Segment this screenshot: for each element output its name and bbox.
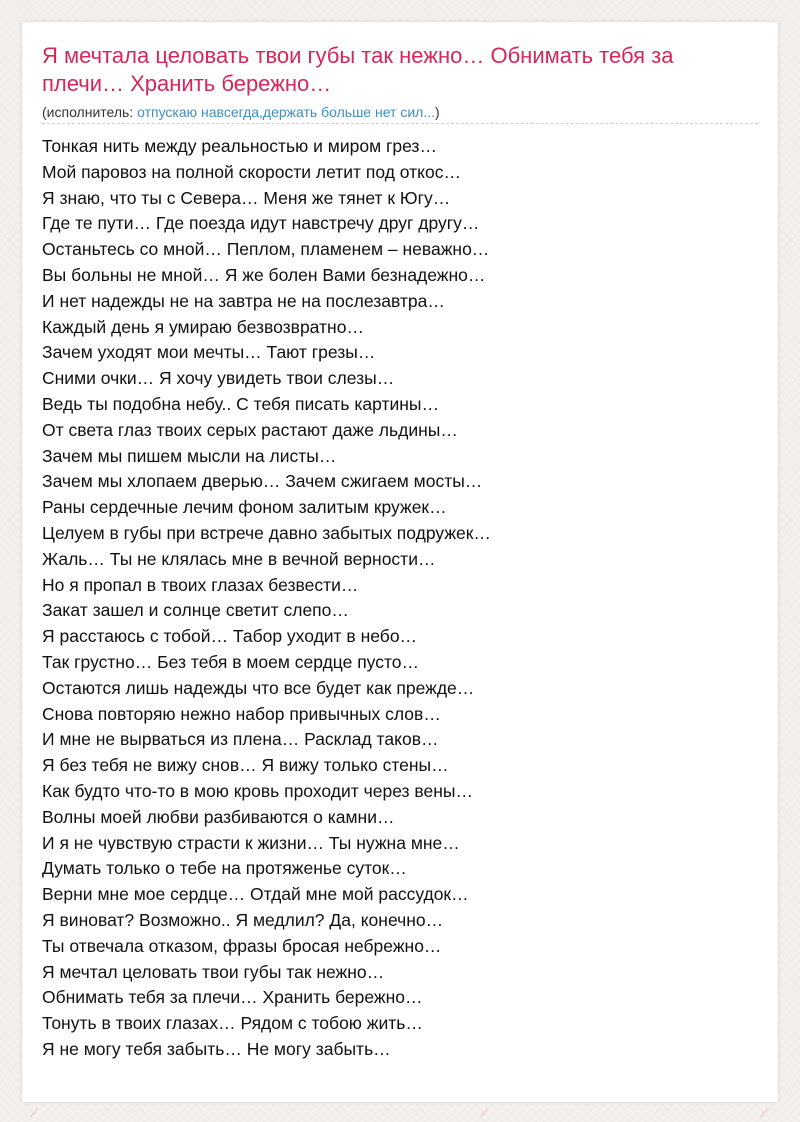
lyric-line: Я виноват? Возможно.. Я медлил? Да, конечно…: [42, 909, 444, 930]
lyric-line: Я знаю, что ты с Севера… Меня же тянет к Югу…: [42, 187, 451, 208]
lyric-line: Обнимать тебя за плечи… Хранить бережно…: [42, 987, 423, 1008]
lyric-line: Вы больны не мной… Я же болен Вами безнадежно…: [42, 264, 486, 285]
lyrics-text: [42, 134, 758, 1063]
artist-line: [42, 103, 758, 121]
dashed-divider: [42, 123, 758, 124]
lyric-line: Тонкая нить между реальностью и миром грез…: [42, 136, 437, 156]
lyric-line: Снова повторяю нежно набор привычных слов…: [42, 703, 441, 724]
song-title: Я мечтала целовать твои губы так нежно… Обнимать тебя за плечи… Хранить бережно…: [42, 43, 674, 96]
lyric-line: Закат зашел и солнце светит слепо…: [42, 600, 349, 621]
lyric-line: Сними очки… Я хочу увидеть твои слезы…: [42, 368, 395, 389]
lyric-line: Остаются лишь надежды что все будет как прежде…: [42, 677, 475, 698]
lyric-line: Я без тебя не вижу снов… Я вижу только стены…: [42, 755, 449, 776]
lyric-line: Зачем уходят мои мечты… Тают грезы…: [42, 342, 376, 363]
lyric-line: Думать только о тебе на протяженье суток…: [42, 858, 407, 879]
lyric-line: Но я пропал в твоих глазах безвести…: [42, 574, 359, 595]
artist-link[interactable]: отпускаю навсегда,держать больше нет сил...: [137, 104, 435, 120]
lyric-line: Как будто что-то в мою кровь проходит через вены…: [42, 780, 473, 801]
lyric-line: Я не могу тебя забыть… Не могу забыть…: [42, 1038, 391, 1059]
lyrics-card: [22, 22, 778, 1102]
lyric-line: Так грустно… Без тебя в моем сердце пусто…: [42, 651, 420, 672]
lyric-line: Целуем в губы при встрече давно забытых подружек…: [42, 522, 491, 543]
lyric-line: Зачем мы хлопаем дверью… Зачем сжигаем мосты…: [42, 471, 483, 492]
decorative-mark-middle: ⟋: [480, 1106, 489, 1120]
lyric-line: От света глаз твоих серых растают даже льдины…: [42, 419, 458, 440]
lyric-line: И мне не вырваться из плена… Расклад таков…: [42, 729, 439, 750]
lyric-line: Я мечтал целовать твои губы так нежно…: [42, 961, 385, 982]
decorative-mark-left: ⟋: [30, 1106, 39, 1120]
lyric-line: Зачем мы пишем мысли на листы…: [42, 445, 337, 466]
lyric-line: Тонуть в твоих глазах… Рядом с тобою жить…: [42, 1013, 423, 1034]
lyric-line: И я не чувствую страсти к жизни… Ты нужна мне…: [42, 832, 460, 853]
lyric-line: Где те пути… Где поезда идут навстречу друг другу…: [42, 213, 480, 234]
lyric-line: Останьтесь со мной… Пеплом, пламенем – неважно…: [42, 239, 490, 260]
artist-prefix: (исполнитель:: [42, 104, 138, 120]
artist-suffix: ): [434, 104, 440, 120]
lyric-line: Волны моей любви разбиваются о камни…: [42, 806, 395, 827]
lyric-line: Ведь ты подобна небу.. С тебя писать картины…: [42, 393, 439, 414]
lyric-line: И нет надежды не на завтра не на послезавтра…: [42, 290, 445, 311]
lyric-line: Я расстаюсь с тобой… Табор уходит в небо…: [42, 626, 418, 647]
lyric-line: Каждый день я умираю безвозвратно…: [42, 316, 364, 337]
lyric-line: Ты отвечала отказом, фразы бросая небрежно…: [42, 935, 442, 956]
decorative-mark-right: ⟋: [760, 1106, 769, 1120]
lyric-line: Верни мне мое сердце… Отдай мне мой рассудок…: [42, 884, 469, 905]
lyric-line: Раны сердечные лечим фоном залитым кружек…: [42, 497, 447, 518]
lyric-line: Мой паровоз на полной скорости летит под откос…: [42, 161, 462, 182]
lyric-line: Жаль… Ты не клялась мне в вечной верности…: [42, 548, 436, 569]
